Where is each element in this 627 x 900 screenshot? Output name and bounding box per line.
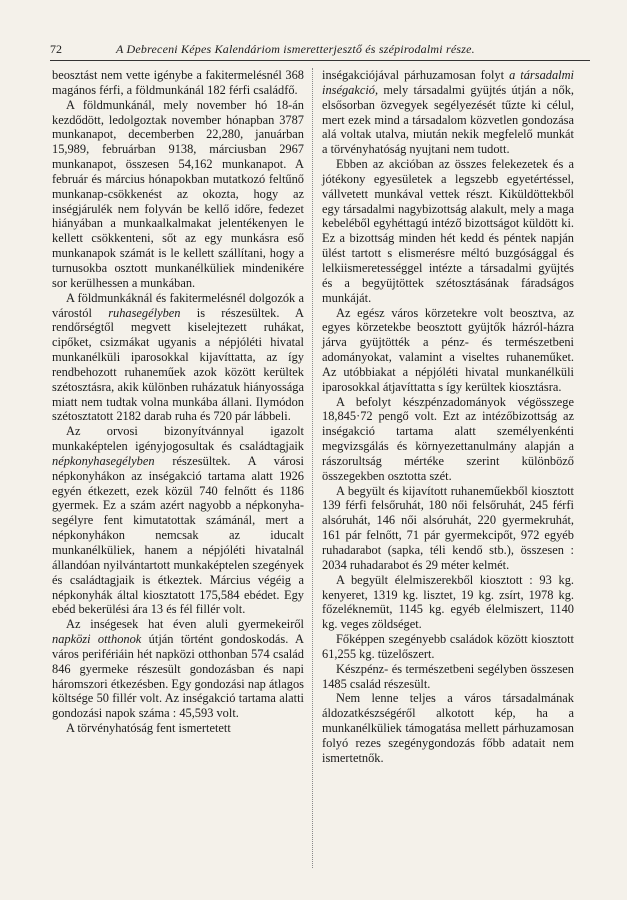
- column-divider: [312, 68, 313, 868]
- text-run: részesültek. A városi népkonyhákon az inségakció tartama alatt 1926 egyén étkezett, ezek közül 740 felnőtt és 1186 gyermek. Ez a szám azért nagyobb a népkonyha-segélyre fent kimutatottak számánál, mert a népkonyhákon nemcsak az iducalt munkanélküliek, hanem a népjóléti hivatalnál állandóan nyilvántartott munkaképtelen szegények és családtagjaik is étkeztek. Március végéig a népkonyhák által kiosztatott 175,584 ebédet. Egy ebéd bekerülési ára 13 és fél fillér volt.: [52, 453, 304, 617]
- text-run: A földmunkáknál és fakitermelésnél dolgozók a várostól: [52, 290, 304, 320]
- page-number: 72: [50, 42, 62, 56]
- paragraph: A begyült és kijavított ruhaneműekből kiosztott 139 férfi felsőruhát, 180 női felsőruhát, 245 férfi alsóruhát, 146 női alsóruhát, 220 gyermekruhát, 161 pár felnőtt, 71 pár gyermekcipőt, 972 egyéb ruhadarabot (sapka, téli kendő stb.), összesen : 2034 ruhadarabot és 29 méter kelmét.: [322, 483, 574, 572]
- text-run: mely társadalmi gyüjtés útján a nők, elsősorban özvegyek segélyezését tűzte ki célul, mert ezek mind a társadalom közvetlen gondozása alá voltak utalva, miután nekik megfelelő munkát a törvényhatóság nyujtani nem tudott.: [322, 82, 574, 157]
- text-run: Az inségesek hat éven aluli gyermekeiről: [66, 617, 304, 632]
- paragraph: Főképpen szegényebb családok között kiosztott 61,255 kg. tüzelőszert.: [322, 632, 574, 661]
- right-column: [322, 68, 574, 766]
- paragraph: Készpénz- és természetbeni segélyben összesen 1485 család részesült.: [322, 661, 574, 691]
- paragraph: [322, 68, 574, 157]
- paragraph: Ebben az akcióban az összes felekezetek és a jótékony egyesületek a legszebb egyetértéssel, vállvetett munkával vettek részt. Kiküldöttekből egy társadalmi nagybizottság alakult, mely a maga kebeléből egyhéttagú intéző bizottságot küldött ki. Ez a bizottság minden hét kedd és péntek napján ülést tartott s elismerésre méltó buzgósággal és lelkiismeretességgel intézte a társadalmi gyüjtés és a begyüjtöttek szétosztásának fáradságos munkáját.: [322, 157, 574, 305]
- emphasis: népkonyhasegélyben: [52, 453, 155, 468]
- emphasis: napközi otthonok: [52, 632, 142, 647]
- emphasis: a társadalmi inségakció,: [322, 68, 574, 97]
- paragraph: A befolyt készpénzadományok végösszege 18,845·72 pengő volt. Ezt az intézőbizottság az inségakció tartama alatt személyenkénti megvizsgálás és környezettanulmány alapján a rászorultság mértéke szerint különböző összegekben osztotta szét.: [322, 394, 574, 483]
- emphasis: ruhasegélyben: [108, 305, 181, 320]
- paragraph: [52, 617, 304, 721]
- left-column: [52, 68, 304, 736]
- paragraph: Nem lenne teljes a város társadalmának áldozatkészségéről alkotott kép, ha a munkanélküliek támogatása mellett párhuzamosan folyó rezes szegénygondozás főbb adatait nem ismertetnők.: [322, 691, 574, 765]
- paragraph: beosztást nem vette igénybe a fakitermelésnél 368 magános férfi, a földmunkánál 182 férfi családfő.: [52, 68, 304, 97]
- paragraph: A törvényhatóság fent ismertetett: [66, 721, 231, 736]
- running-title: A Debreceni Képes Kalendáriom ismeretterjesztő és szépirodalmi része.: [116, 42, 475, 56]
- text-run: inségakciójával párhuzamosan folyt: [322, 68, 510, 82]
- paragraph: [52, 424, 304, 617]
- page-header: [50, 40, 590, 61]
- paragraph: Az egész város körzetekre volt beosztva, az egyes körzetekbe beosztott gyüjtők házról-házra járva gyüjtötték a pénz- és természetbeni adományokat, valamint a viseltes ruhaneműket. Az utóbbiakat a népjóléti hivatal munkanélküli iparosokkal átjavíttatta s így kerültek kiosztásra.: [322, 305, 574, 394]
- text-run: útján történt gondoskodás. A város perifériáin hét napközi otthonban 574 család 846 gyermeke részesült gondozásban és napi háromszori étkezésben. Egy gondozási nap átlagos költsége 50 fillér volt. Az inségakció tartama alatti gondozási napok száma : 45,593 volt.: [52, 632, 304, 721]
- paragraph: A földmunkánál, mely november hó 18-án kezdődött, ledolgoztak november hónapban 3787 munkanapot, decemberben 22,280, januárban 15,989, februárban 9138, márciusban 2967 munkanapot, összesen 54,162 munkanapot. A február és március hónapokban mutatkozó feltűnő munkanap-csökkenést az okozta, hogy az inségjárulék nem folyván be kellő időre, fedezet hiányában a munkaalkalmakat jelentékenyen le kellett csökkenteni, sőt az egy munkásra eső munkanapok számát is le kellett szállítani, hogy a turnusokba osztott munkanélküliek mindenikére sor kerülhessen a munkában.: [52, 97, 304, 290]
- text-run: is részesültek. A rendőrségtől megvett kiselejtezett ruhákat, cipőket, csizmákat ugyanis a népjóléti hivatal munkanélküli iparosokkal kijavíttatta, az így rendbehozott ruhaneműek azok között kerültek szétosztásra, akik különben ruházatuk hiányossága miatt nem tudtak volna munkába állani. Ilymódon szétosztatott 2182 darab ruha és 720 pár lábbeli.: [52, 305, 304, 424]
- paragraph: [52, 291, 304, 425]
- paragraph: A begyült élelmiszerekből kiosztott : 93 kg. kenyeret, 1319 kg. lisztet, 19 kg. zsírt, 1978 kg. főzeléknemüt, 1145 kg. egyéb élelmiszert, 1140 kg. veges zöldséget.: [322, 572, 574, 632]
- text-run: Az orvosi bizonyítvánnyal igazolt munkaképtelen igényjogosultak és családtagjaik: [52, 424, 304, 454]
